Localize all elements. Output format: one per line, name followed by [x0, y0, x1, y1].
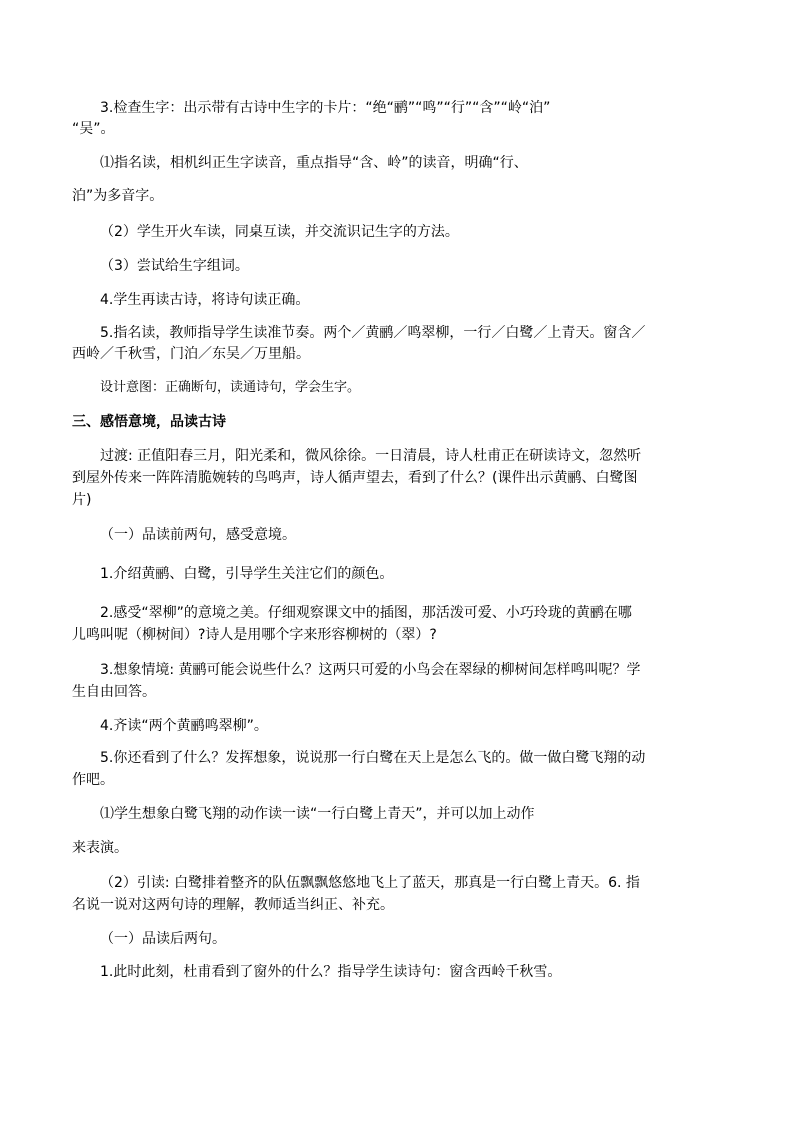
- paragraph-imagine-line2: 生自由回答。: [72, 684, 156, 700]
- paragraph-guided-reading-line2: 名说一说对这两句诗的理解，教师适当纠正、补充。: [72, 897, 394, 913]
- paragraph-egret-action-line2: 来表演。: [72, 840, 128, 856]
- paragraph-transition-line1: 过渡: 正值阳春三月，阳光柔和，微风徐徐。一日清晨，诗人杜甫正在研读诗文，忽然听: [100, 448, 642, 464]
- paragraph-rhythm-line1: 5.指名读，教师指导学生读准节奏。两个／黄鹂／鸣翠柳，一行／白鹭／上青天。窗含／: [100, 325, 646, 341]
- paragraph-egret-line1: 5.你还看到了什么？发挥想象，说说那一行白鹭在天上是怎么飞的。做一做白鹭飞翔的动: [100, 750, 646, 766]
- paragraph-window-snow: 1.此时此刻，杜甫看到了窗外的什么？指导学生读诗句：窗含西岭千秋雪。: [100, 964, 562, 980]
- paragraph-train-reading: （2）学生开火车读，同桌互读，并交流识记生字的方法。: [100, 224, 459, 240]
- paragraph-guided-reading-line1: （2）引读: 白鹭排着整齐的队伍飘飘悠悠地飞上了蓝天，那真是一行白鹭上青天。6. 指: [100, 875, 640, 891]
- paragraph-egret-action-line1: ⑴学生想象白鹭飞翔的动作读一读“一行白鹭上青天”，并可以加上动作: [100, 806, 535, 822]
- paragraph-named-reading-line1: ⑴指名读，相机纠正生字读音，重点指导“含、岭”的读音，明确“行、: [100, 155, 528, 171]
- paragraph-egret-line2: 作吧。: [72, 772, 114, 788]
- paragraph-imagine-line1: 3.想象情境: 黄鹂可能会说些什么？这两只可爱的小鸟会在翠绿的柳树间怎样鸣叫呢？学: [100, 662, 641, 678]
- design-intent-note: 设计意图：正确断句，读通诗句，学会生字。: [100, 380, 361, 395]
- paragraph-check-characters-line1: 3.检查生字：出示带有古诗中生字的卡片：“绝“鹂”“鸣”“行”“含”“岭“泊”: [100, 100, 551, 116]
- paragraph-introduce-birds: 1.介绍黄鹂、白鹭，引导学生关注它们的颜色。: [100, 566, 394, 582]
- paragraph-rhythm-line2: 西岭／千秋雪，门泊／东吴／万里船。: [72, 346, 310, 362]
- paragraph-choral-reading: 4.齐读“两个黄鹂鸣翠柳”。: [100, 718, 268, 734]
- paragraph-named-reading-line2: 泊”为多音字。: [72, 188, 164, 204]
- section-heading-three: 三、感悟意境，品读古诗: [72, 414, 226, 430]
- paragraph-transition-line3: 片): [72, 492, 92, 508]
- paragraph-transition-line2: 到屋外传来一阵阵清脆婉转的鸟鸣声，诗人循声望去，看到了什么？(课件出示黄鹂、白鹭图: [72, 470, 638, 486]
- paragraph-word-formation: （3）尝试给生字组词。: [100, 258, 249, 274]
- paragraph-green-willow-line1: 2.感受“翠柳”的意境之美。仔细观察课文中的插图，那活泼可爱、小巧玲珑的黄鹂在哪: [100, 605, 632, 621]
- subheading-last-two-lines: （一）品读后两句。: [100, 931, 226, 947]
- paragraph-green-willow-line2: 儿鸣叫呢（柳树间）?诗人是用哪个字来形容柳树的（翠）?: [72, 627, 437, 643]
- subheading-first-two-lines: （一）品读前两句，感受意境。: [100, 527, 296, 543]
- paragraph-reread-poem: 4.学生再读古诗，将诗句读正确。: [100, 292, 310, 308]
- paragraph-check-characters-line2: “吴”。: [72, 121, 115, 137]
